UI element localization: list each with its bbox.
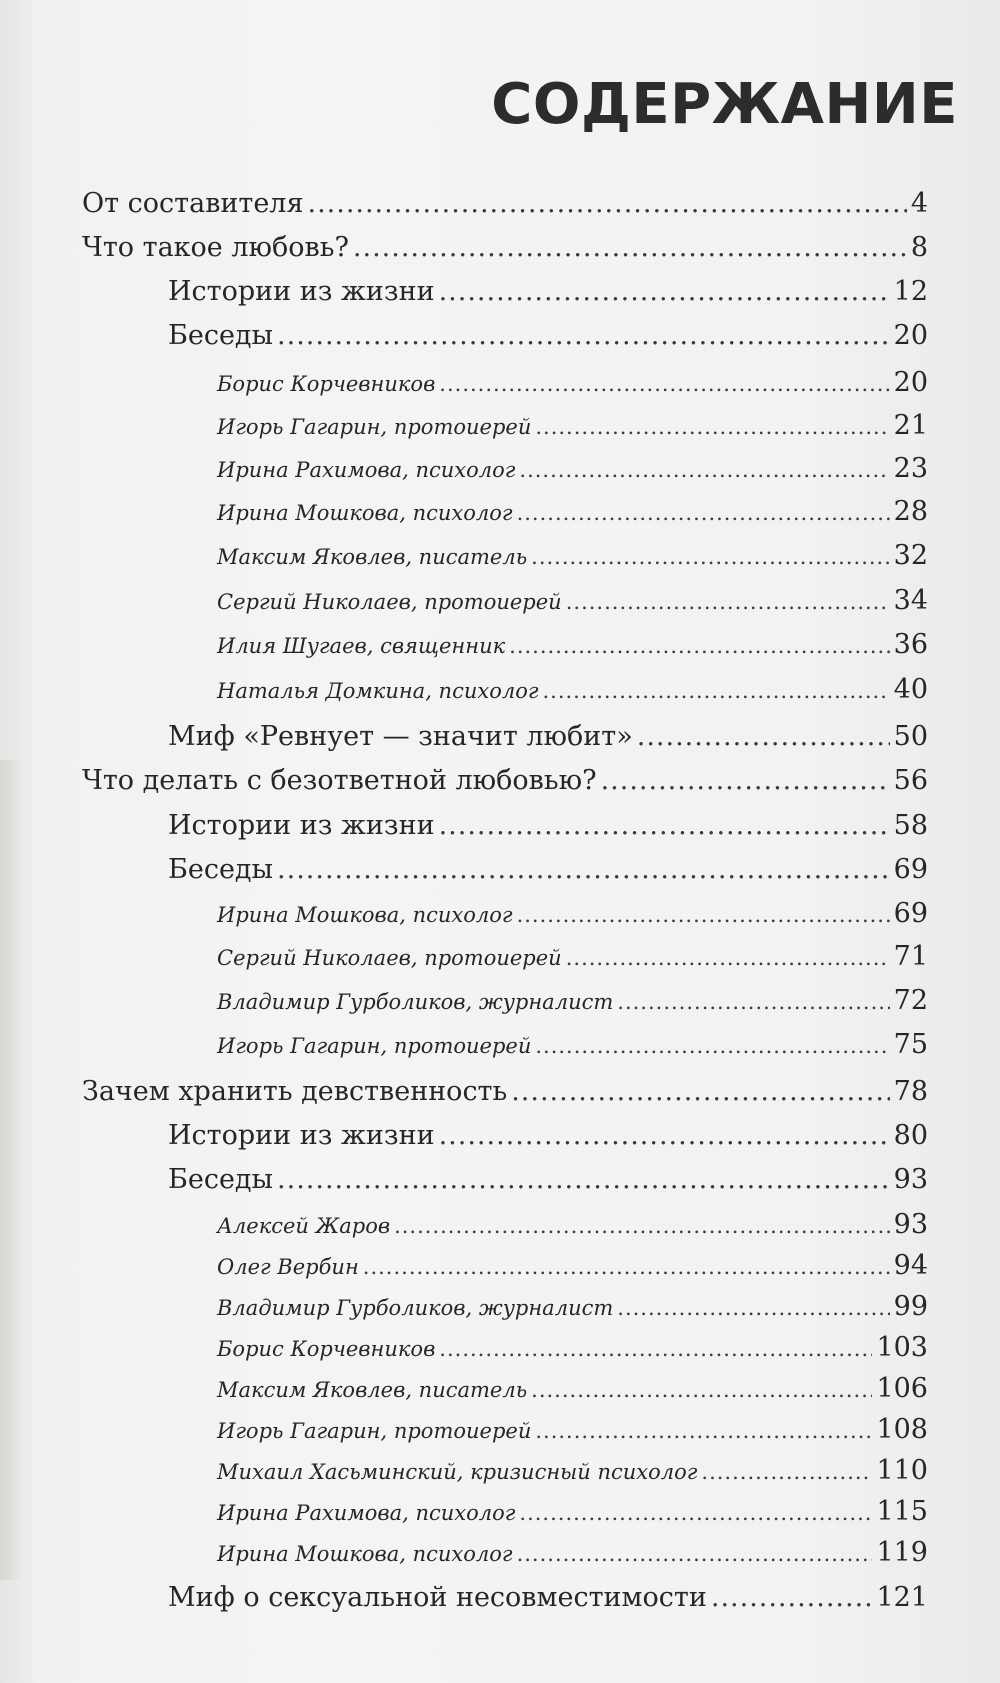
dot-leader xyxy=(509,626,890,667)
dot-leader xyxy=(542,671,889,712)
dot-leader xyxy=(711,1576,873,1620)
toc-entry xyxy=(217,1245,928,1286)
toc-entry xyxy=(217,448,928,489)
toc-page-number: 8 xyxy=(910,232,928,263)
dot-leader xyxy=(517,493,890,534)
toc-entry xyxy=(217,893,928,934)
toc-page-number: 20 xyxy=(893,320,928,351)
dot-leader xyxy=(519,1493,872,1534)
toc-entry xyxy=(168,848,928,892)
toc-entry xyxy=(217,1327,928,1368)
toc-entry xyxy=(217,1532,928,1573)
dot-leader xyxy=(353,226,907,270)
toc-entry-title: Беседы xyxy=(168,1164,274,1195)
dot-leader xyxy=(566,582,890,623)
toc-entry xyxy=(217,535,928,576)
toc-page-number: 34 xyxy=(893,585,928,616)
page-spine-shadow xyxy=(0,760,22,1580)
dot-leader xyxy=(439,1114,890,1158)
toc-entry-title: Олег Вербин xyxy=(217,1255,359,1279)
toc-entry-title: Борис Корчевников xyxy=(217,1337,436,1361)
toc-entry-title: Что такое любовь? xyxy=(82,232,349,263)
toc-entry xyxy=(217,1450,928,1491)
toc-page-number: 80 xyxy=(893,1120,928,1151)
toc-page-number: 58 xyxy=(893,810,928,841)
toc-entry-title: Игорь Гагарин, протоиерей xyxy=(217,1419,532,1443)
toc-entry-title: Ирина Мошкова, психолог xyxy=(217,903,513,927)
dot-leader xyxy=(519,450,889,491)
toc-page-number: 78 xyxy=(893,1076,928,1107)
toc-entry-title: Ирина Мошкова, психолог xyxy=(217,501,513,525)
toc-page-number: 32 xyxy=(893,540,928,571)
dot-leader xyxy=(535,1026,889,1067)
toc-entry xyxy=(217,1286,928,1327)
toc-entry xyxy=(168,1158,928,1202)
dot-leader xyxy=(535,1411,872,1452)
toc-page-number: 69 xyxy=(893,854,928,885)
dot-leader xyxy=(439,804,890,848)
toc-entry-title: Сергий Николаев, протоиерей xyxy=(217,946,562,970)
dot-leader xyxy=(394,1206,890,1247)
toc-page-number: 69 xyxy=(893,898,928,929)
toc-entry xyxy=(168,270,928,314)
dot-leader xyxy=(601,759,890,803)
toc-page-number: 72 xyxy=(893,985,928,1016)
dot-leader xyxy=(277,314,890,358)
toc-entry xyxy=(82,1070,928,1114)
dot-leader xyxy=(617,1288,889,1329)
dot-leader xyxy=(517,1534,873,1575)
toc-entry-title: Максим Яковлев, писатель xyxy=(217,1378,528,1402)
dot-leader xyxy=(617,982,889,1023)
toc-entry xyxy=(217,936,928,977)
toc-entry xyxy=(82,182,928,226)
dot-leader xyxy=(363,1247,890,1288)
toc-page-number: 50 xyxy=(893,721,928,752)
toc-entry xyxy=(82,759,928,803)
toc-entry-title: Истории из жизни xyxy=(168,276,435,307)
toc-page-number: 71 xyxy=(893,941,928,972)
toc-entry-title: Истории из жизни xyxy=(168,810,435,841)
dot-leader xyxy=(637,715,890,759)
toc-entry xyxy=(168,715,928,759)
toc-entry-title: Алексей Жаров xyxy=(217,1214,391,1238)
toc-entry-title: Борис Корчевников xyxy=(217,372,436,396)
dot-leader xyxy=(535,407,889,448)
toc-entry xyxy=(168,314,928,358)
dot-leader xyxy=(307,182,906,226)
toc-page-number: 93 xyxy=(893,1209,928,1240)
toc-entry xyxy=(82,226,928,270)
dot-leader xyxy=(517,895,890,936)
toc-entry-title: Владимир Гурболиков, журналист xyxy=(217,1296,614,1320)
dot-leader xyxy=(511,1070,889,1114)
toc-entry xyxy=(168,1114,928,1158)
toc-entry-title: Игорь Гагарин, протоиерей xyxy=(217,1034,532,1058)
toc-page-number: 106 xyxy=(876,1373,928,1404)
toc-entry-title: Владимир Гурболиков, журналист xyxy=(217,990,614,1014)
dot-leader xyxy=(439,364,889,405)
toc-entry-title: Сергий Николаев, протоиерей xyxy=(217,590,562,614)
toc-page-number: 110 xyxy=(876,1455,928,1486)
toc-entry-title: Ирина Мошкова, психолог xyxy=(217,1542,513,1566)
toc-entry-title: Миф «Ревнует — значит любит» xyxy=(168,721,633,752)
toc-entry xyxy=(217,624,928,665)
toc-entry xyxy=(217,980,928,1021)
dot-leader xyxy=(277,1158,890,1202)
toc-entry xyxy=(217,1491,928,1532)
toc-entry xyxy=(168,1576,928,1620)
toc-page-number: 20 xyxy=(893,367,928,398)
toc-page-number: 36 xyxy=(893,629,928,660)
toc-entry-title: Максим Яковлев, писатель xyxy=(217,545,528,569)
dot-leader xyxy=(531,1370,872,1411)
toc-page-number: 12 xyxy=(893,276,928,307)
toc-page-number: 94 xyxy=(893,1250,928,1281)
toc-page-number: 23 xyxy=(893,453,928,484)
toc-entry xyxy=(217,580,928,621)
toc-entry-title: Ирина Рахимова, психолог xyxy=(217,1501,516,1525)
toc-page-number: 75 xyxy=(893,1029,928,1060)
toc-entry xyxy=(217,669,928,710)
toc-entry-title: Ирина Рахимова, психолог xyxy=(217,458,516,482)
toc-entry-title: Что делать с безответной любовью? xyxy=(82,765,597,796)
toc-entry-title: Истории из жизни xyxy=(168,1120,435,1151)
toc-entry-title: Зачем хранить девственность xyxy=(82,1076,508,1107)
dot-leader xyxy=(531,537,889,578)
toc-entry-title: Беседы xyxy=(168,320,274,351)
toc-page-number: 99 xyxy=(893,1291,928,1322)
toc-page-number: 103 xyxy=(876,1332,928,1363)
toc-entry xyxy=(217,1409,928,1450)
toc-page-number: 4 xyxy=(910,188,928,219)
page-title: СОДЕРЖАНИЕ xyxy=(491,72,958,137)
toc-entry-title: Беседы xyxy=(168,854,274,885)
toc-page-number: 21 xyxy=(893,410,928,441)
toc-page-number: 108 xyxy=(876,1414,928,1445)
toc-page-number: 93 xyxy=(893,1164,928,1195)
dot-leader xyxy=(701,1452,872,1493)
toc-entry xyxy=(217,1368,928,1409)
dot-leader xyxy=(566,938,890,979)
toc-page-number: 121 xyxy=(876,1582,928,1613)
toc-page-number: 56 xyxy=(893,765,928,796)
toc-entry-title: От составителя xyxy=(82,188,304,219)
dot-leader xyxy=(439,1329,872,1370)
toc-entry xyxy=(217,405,928,446)
dot-leader xyxy=(439,270,890,314)
toc-entry-title: Миф о сексуальной несовместимости xyxy=(168,1582,707,1613)
toc-entry-title: Игорь Гагарин, протоиерей xyxy=(217,415,532,439)
toc-entry-title: Михаил Хасьминский, кризисный психолог xyxy=(217,1460,698,1484)
dot-leader xyxy=(277,848,890,892)
toc-page-number: 28 xyxy=(893,496,928,527)
toc-entry-title: Илия Шугаев, священник xyxy=(217,634,506,658)
toc-entry xyxy=(217,362,928,403)
toc-page-number: 115 xyxy=(876,1496,928,1527)
toc-entry xyxy=(168,804,928,848)
toc-entry-title: Наталья Домкина, психолог xyxy=(217,679,539,703)
toc-entry xyxy=(217,1204,928,1245)
toc-page-number: 40 xyxy=(893,674,928,705)
toc-entry xyxy=(217,1024,928,1065)
toc-entry xyxy=(217,491,928,532)
toc-page-number: 119 xyxy=(876,1537,928,1568)
